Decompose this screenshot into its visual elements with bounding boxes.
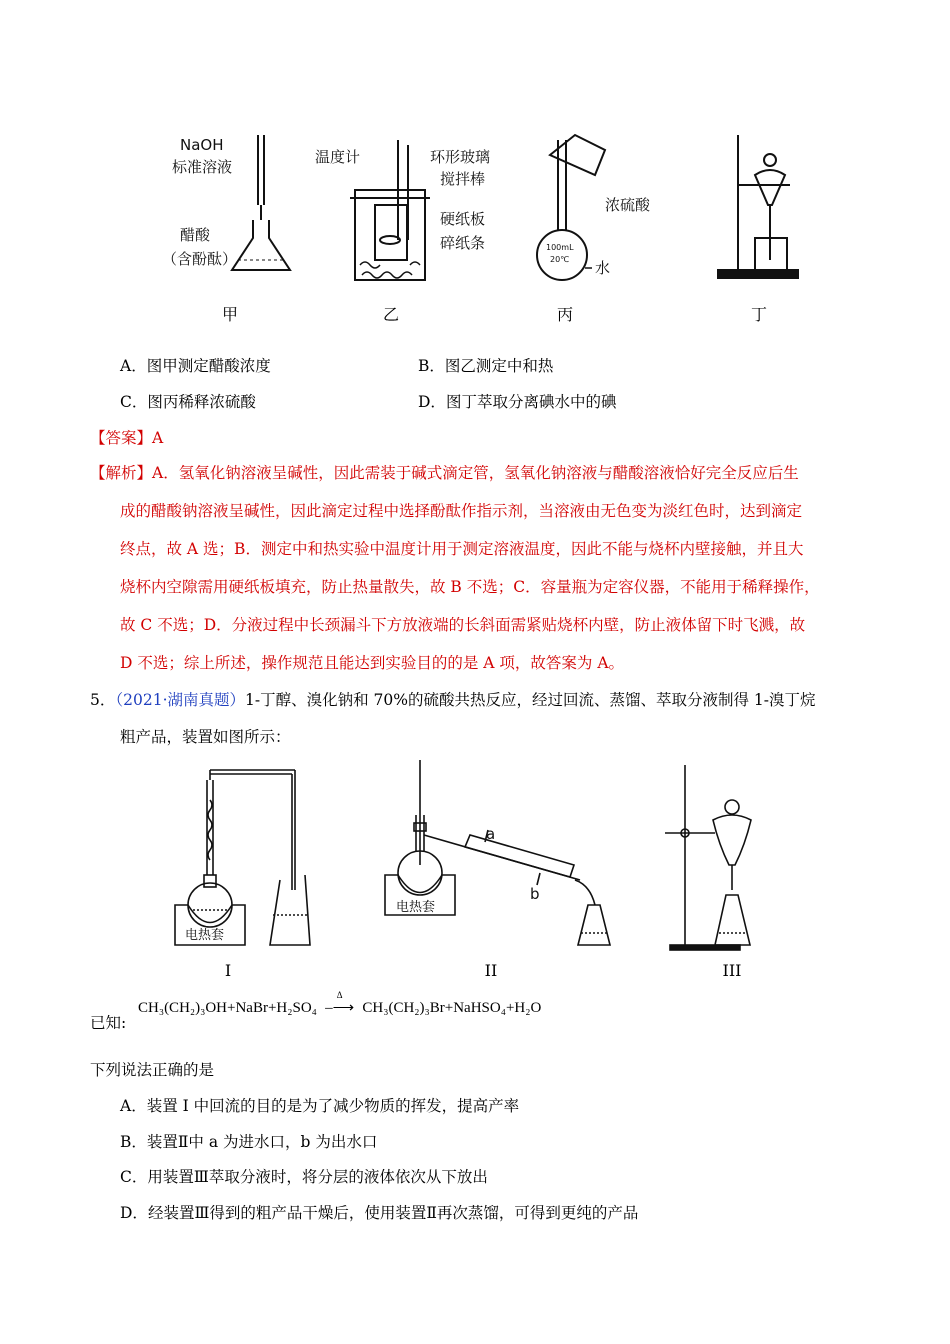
q5-option-a: A．装置 I 中回流的目的是为了减少物质的挥发，提高产率 — [120, 1097, 520, 1115]
apparatus-figure-2 — [170, 755, 790, 955]
apparatus-ii-heater: 电热套 — [396, 900, 436, 915]
equation-lhs: CH₃(CH₂)₃OH+NaBr+H₂SO₄ — [138, 1000, 317, 1016]
bing-flask-volume: 100mL — [546, 243, 574, 252]
caption-yi: 乙 — [382, 305, 399, 324]
q5-option-b: B．装置Ⅱ中 a 为进水口，b 为出水口 — [120, 1133, 378, 1151]
experiment-figure-1 — [150, 120, 810, 330]
yi-label-thermometer: 温度计 — [315, 148, 361, 166]
q4-answer: 【答案】A — [90, 429, 164, 447]
q4-analysis-line-6: D 不选；综上所述，操作规范且能达到实验目的的是 A 项，故答案为 A。 — [120, 654, 625, 672]
q4-option-c: C．图丙稀释浓硫酸 — [120, 393, 256, 411]
label-b: b — [530, 885, 540, 903]
q4-option-d: D．图丁萃取分离碘水中的碘 — [418, 393, 617, 411]
yi-label-stirrer-1: 环形玻璃 — [430, 148, 491, 166]
q4-analysis-line-4: 烧杯内空隙需用硬纸板填充，防止热量散失，故 B 不选；C．容量瓶为定容仪器，不能用于稀释操作， — [120, 578, 820, 596]
bing-flask-temp: 20℃ — [550, 255, 570, 264]
apparatus-i-heater: 电热套 — [185, 928, 225, 943]
equation-rhs: CH₃(CH₂)₃Br+NaHSO₄+H₂O — [362, 1000, 542, 1016]
q5-source: （2021·湖南真题） — [115, 691, 245, 709]
q4-option-b: B．图乙测定中和热 — [418, 357, 554, 375]
jia-label-indicator: （含酚酞） — [162, 250, 238, 268]
q5-question: 下列说法正确的是 — [90, 1061, 215, 1079]
caption-bing: 丙 — [556, 305, 573, 324]
jia-label-standard: 标准溶液 — [172, 158, 233, 176]
apparatus-ii — [385, 760, 610, 945]
yi-label-stirrer-2: 搅拌棒 — [440, 170, 486, 188]
figure-bing — [537, 135, 651, 280]
q4-analysis-line-3: 终点，故 A 选；B．测定中和热实验中温度计用于测定溶液温度，因此不能与烧杯内壁接触，并且大 — [120, 540, 804, 558]
q4-analysis-line-5: 故 C 不选；D．分液过程中长颈漏斗下方放液端的长斜面需紧贴烧杯内壁，防止液体留下时飞溅，故 — [120, 616, 806, 634]
known-label: 已知: — [90, 1014, 127, 1032]
figure-jia — [162, 135, 290, 270]
q5-option-c: C．用装置Ⅲ萃取分液时，将分层的液体依次从下放出 — [120, 1168, 488, 1186]
bing-label-acid: 浓硫酸 — [605, 196, 651, 214]
yi-label-strips: 碎纸条 — [440, 234, 486, 252]
caption-ii: II — [484, 961, 498, 980]
q4-analysis-line-1: 【解析】A．氢氧化钠溶液呈碱性，因此需装于碱式滴定管，氢氧化钠溶液与醋酸溶液恰好完全反应后生 — [90, 464, 799, 482]
figure-yi — [315, 140, 490, 280]
bing-label-water: 水 — [595, 259, 611, 277]
apparatus-i — [175, 770, 310, 945]
equation-arrow: Δ –⟶ — [321, 998, 359, 1017]
caption-ding: 丁 — [750, 305, 767, 324]
yi-label-board: 硬纸板 — [440, 210, 486, 228]
label-a: a — [486, 825, 496, 843]
figure-ding — [718, 135, 798, 278]
caption-i: I — [224, 961, 232, 980]
caption-iii: III — [722, 961, 742, 980]
apparatus-iii — [665, 765, 751, 950]
q5-stem-line-1: 5．（2021·湖南真题）1-丁醇、溴化钠和 70%的硫酸共热反应，经过回流、蒸馏、萃取分液制得 1-溴丁烷 — [90, 691, 816, 709]
jia-label-acid: 醋酸 — [180, 226, 211, 244]
caption-jia: 甲 — [221, 305, 238, 324]
reaction-equation — [138, 990, 542, 1017]
q5-option-d: D．经装置Ⅲ得到的粗产品干燥后，使用装置Ⅱ再次蒸馏，可得到更纯的产品 — [120, 1204, 639, 1222]
q4-option-a: A．图甲测定醋酸浓度 — [120, 357, 271, 375]
jia-label-naoh: NaOH — [180, 136, 224, 154]
q4-analysis-line-2: 成的醋酸钠溶液呈碱性，因此滴定过程中选择酚酞作指示剂，当溶液由无色变为淡红色时，达到滴定 — [120, 502, 803, 520]
equation-condition: Δ — [336, 990, 343, 1000]
q5-stem-line-2: 粗产品，装置如图所示： — [120, 728, 291, 746]
